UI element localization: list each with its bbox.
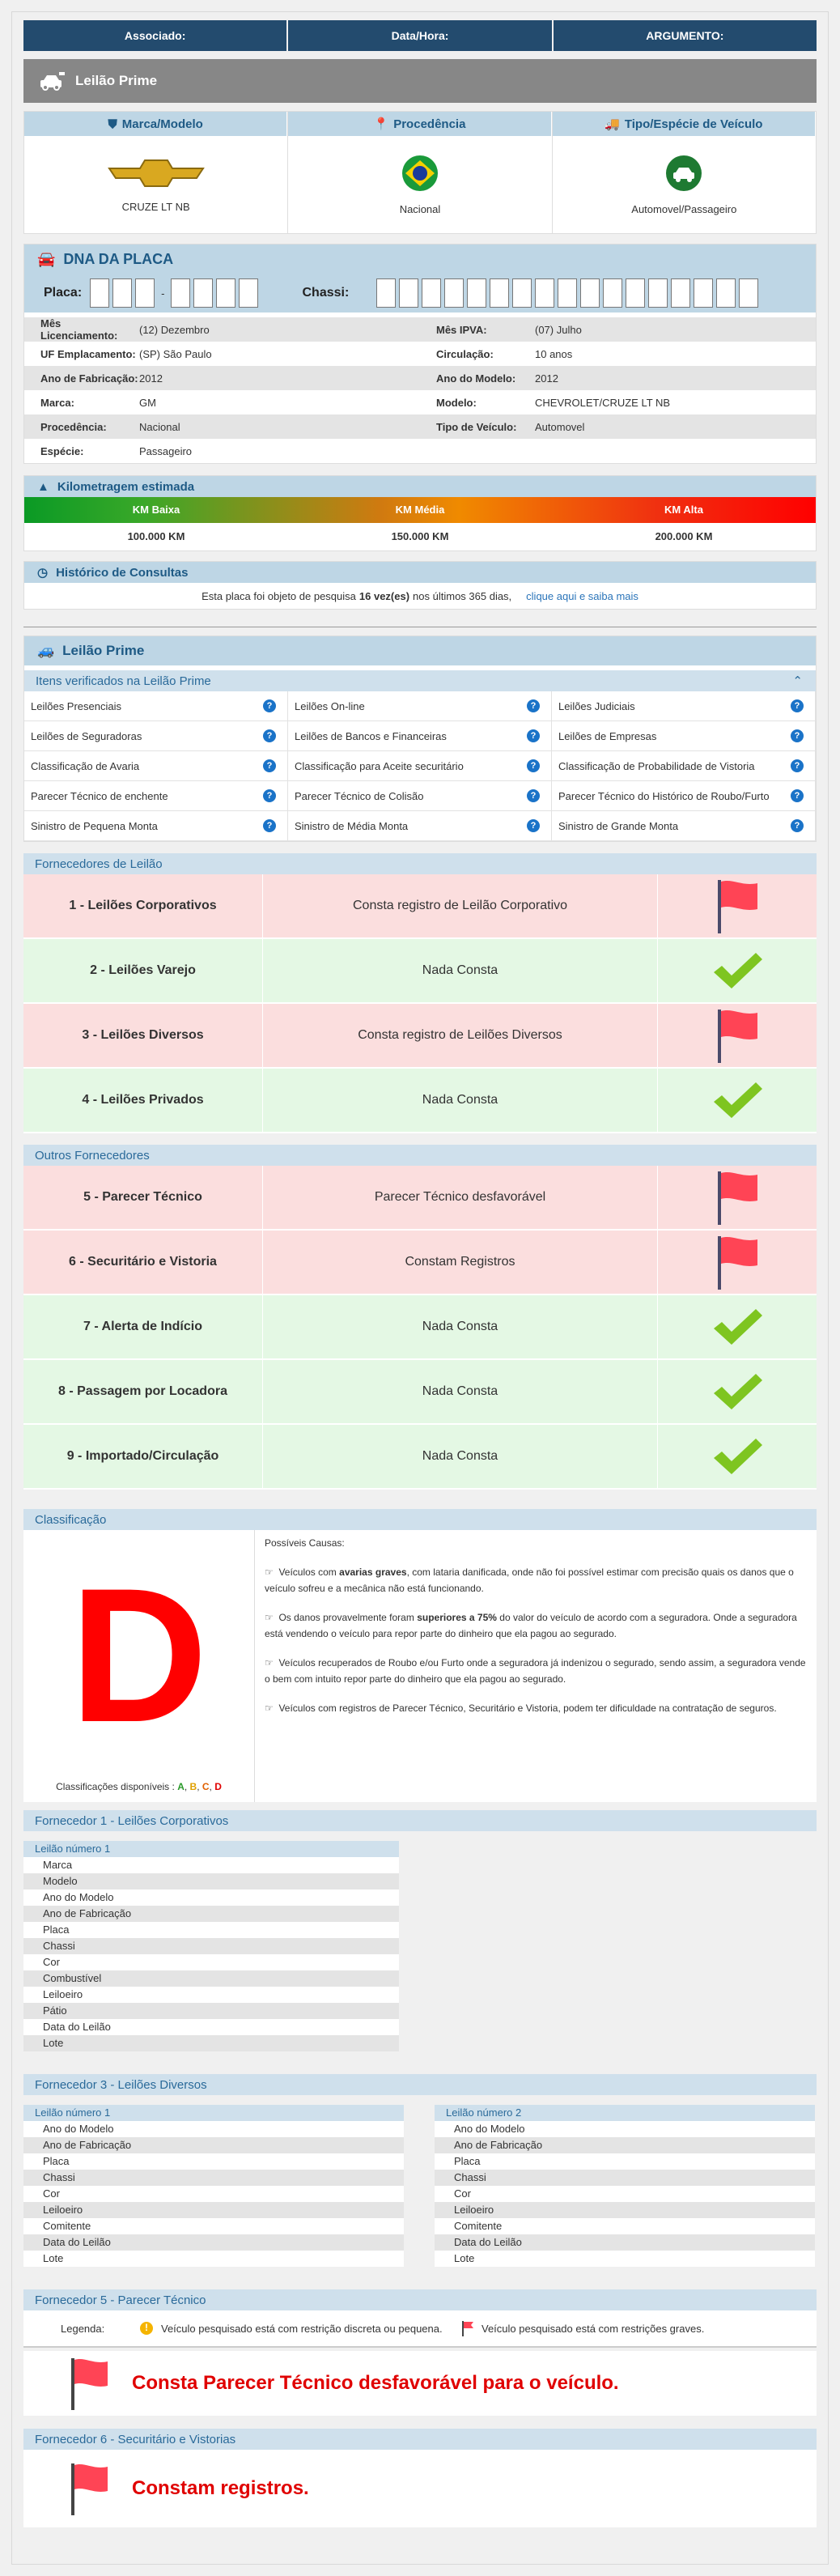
list-item: Chassi — [23, 1938, 399, 1954]
km-header: ▲ Kilometragem estimada — [24, 476, 816, 497]
list-item: Ano do Modelo — [23, 1889, 399, 1906]
model-value: CRUZE LT NB — [121, 200, 190, 213]
list-item: Data do Leilão — [435, 2234, 815, 2251]
f5-message: Consta Parecer Técnico desfavorável para o veículo. — [23, 2351, 817, 2416]
provider-row — [23, 874, 817, 939]
provider-name: 7 - Alerta de Indício — [23, 1295, 263, 1358]
car-icon: 🚙 — [37, 643, 55, 658]
check-icon — [711, 1371, 764, 1413]
list-item: Ano de Fabricação — [23, 2137, 404, 2153]
provider-row — [23, 1004, 817, 1069]
help-icon[interactable]: ? — [791, 789, 804, 802]
outros-header: Outros Fornecedores — [23, 1145, 817, 1166]
list-item: Cor — [23, 2186, 404, 2202]
list-item: Placa — [435, 2153, 815, 2170]
history-header: ◷ Histórico de Consultas — [24, 562, 816, 583]
provider-row — [23, 939, 817, 1004]
dna-section — [23, 244, 817, 464]
provider-row — [23, 1069, 817, 1133]
provider-row — [23, 1231, 817, 1295]
f5-header: Fornecedor 5 - Parecer Técnico — [23, 2289, 817, 2310]
marca-modelo-header: ⛊ Marca/Modelo — [24, 112, 287, 136]
f1-header: Fornecedor 1 - Leilões Corporativos — [23, 1810, 817, 1831]
list-item: Modelo — [23, 1873, 399, 1889]
list-item: Leiloeiro — [23, 1987, 399, 2003]
placa-label: Placa: — [44, 286, 83, 300]
leilao-prime-header — [23, 59, 817, 103]
dna-info: Mês Licenciamento: (12) Dezembro Mês IPVA: (07) Julho UF Emplacamento: (SP) São Paulo Circulação: 10 anos Ano de Fabricação: 2012 Ano do Modelo: 2012 Marca: GM Modelo: CHEVROLET/CRUZE LT NB Procedência: Nacional Tipo de Veículo: Automovel Espécie: Passageiro — [24, 317, 816, 463]
provider-name: 5 - Parecer Técnico — [23, 1166, 263, 1229]
pointer-icon: ☞ — [265, 1657, 274, 1668]
f3-header: Fornecedor 3 - Leilões Diversos — [23, 2074, 817, 2095]
fornecedores-list — [23, 874, 817, 1133]
classificacao-box — [23, 1530, 817, 1802]
help-icon[interactable]: ? — [263, 789, 276, 802]
provider-row — [23, 1166, 817, 1231]
red-flag-icon — [715, 1235, 759, 1290]
items-grid: Leilões Presenciais ? Leilões On-line ? Leilões Judiciais ? Leilões de Seguradoras ? Leilões de Bancos e Financeiras ? Leilões de Empresas ? Classificação de Avaria ? Classificação para Aceite securitário ? Classificação de Probabilidade de Vistoria ? Parecer Técnico de enchente ? Parecer Técnico de Colisão ? Parecer Técnico do Histórico de Roubo/Furto ? Sinistro de Pequena Monta ? Sinistro de Média Monta ? Sinistro de Grande Monta ? — [24, 691, 816, 841]
classificacao-header: Classificação — [23, 1509, 817, 1530]
provider-row — [23, 1425, 817, 1490]
f1-list: Leilão número 1 Marca Modelo Ano do Modelo Ano de Fabricação Placa Chassi Cor Combustível Leiloeiro Pátio Data do Leilão Lote — [23, 1841, 399, 2051]
red-flag-icon — [715, 878, 759, 933]
chevrolet-logo-icon — [108, 157, 205, 189]
f3-lists: Leilão número 1 Ano do Modelo Ano de Fabricação Placa Chassi Cor Leiloeiro Comitente Data do Leilão Lote Leilão número 2 Ano do Modelo Ano de Fabricação Placa Chassi Cor Leiloeiro Comitente Data do Leilão Lote — [23, 2105, 817, 2267]
leilao-prime-title: Leilão Prime — [75, 73, 158, 88]
help-icon[interactable]: ? — [263, 759, 276, 772]
datahora-label: Data/Hora: — [288, 20, 551, 51]
plate-icon: 🚘 — [37, 250, 56, 267]
plate-row: Placa: - Chassi: — [24, 274, 816, 312]
chevron-up-icon[interactable]: ⌃ — [792, 674, 803, 688]
argumento-label: ARGUMENTO: — [554, 20, 817, 51]
clock-icon: ◷ — [37, 566, 49, 580]
provider-name: 4 - Leilões Privados — [23, 1069, 263, 1132]
tipo-value: Automovel/Passageiro — [631, 202, 737, 215]
vehicle-summary — [23, 111, 817, 234]
help-icon[interactable]: ? — [263, 819, 276, 832]
list-item: Lote — [23, 2035, 399, 2051]
car-type-icon — [665, 155, 702, 192]
brazil-flag-icon — [401, 155, 439, 192]
red-flag-icon — [715, 1170, 759, 1225]
report-container — [11, 11, 829, 2565]
fornecedores-header: Fornecedores de Leilão — [23, 853, 817, 874]
outros-list — [23, 1166, 817, 1490]
car-auction-icon — [38, 70, 66, 91]
provider-name: 1 - Leilões Corporativos — [23, 874, 263, 937]
help-icon[interactable]: ? — [791, 729, 804, 742]
km-section — [23, 475, 817, 551]
pointer-icon: ☞ — [265, 1612, 274, 1623]
provider-row — [23, 1360, 817, 1425]
provider-status: Nada Consta — [263, 1069, 658, 1132]
prime-section — [23, 635, 817, 842]
provider-status: Nada Consta — [263, 1360, 658, 1423]
help-icon[interactable]: ? — [263, 699, 276, 712]
causes: Possíveis Causas: ☞ Veículos com avarias graves, com lataria danificada, onde não foi possível estimar com precisão quais os danos que o veículo sofreu e a mecânica não está funcionando. ☞ Os danos provavelmente foram superiores a 75% do valor do veículo de acordo com a seguradora. Onde a seguradora está vendendo o veículo para repor parte do dinheiro que ela pagou ao segurado. ☞ Veículos recuperados de Roubo e/ou Furto onde a seguradora já indenizou o segurado, sendo assim, a seguradora vende o bem com intuito repor parte do dinheiro que ela pagou ao segurado. ☞ Veículos com registros de Parecer Técnico, Securitário e Vistoria, podem ter dificuldade na contratação de seguros. — [265, 1537, 806, 1714]
list-item: Lote — [23, 2251, 404, 2267]
list-item: Chassi — [23, 2170, 404, 2186]
road-icon: ▲ — [37, 479, 49, 494]
help-icon[interactable]: ? — [791, 759, 804, 772]
procedencia-header: 📍 Procedência — [288, 112, 551, 136]
help-icon[interactable]: ? — [527, 729, 540, 742]
help-icon[interactable]: ? — [791, 819, 804, 832]
provider-status: Parecer Técnico desfavorável — [263, 1166, 658, 1229]
red-flag-icon — [715, 1008, 759, 1063]
f6-message: Constam registros. — [23, 2450, 817, 2527]
available-grades: Classificações disponíveis : A, B, C, D — [56, 1781, 222, 1792]
list-item: Leiloeiro — [435, 2202, 815, 2218]
list-item: Data do Leilão — [23, 2234, 404, 2251]
list-item: Marca — [23, 1857, 399, 1873]
history-section: ◷ Histórico de Consultas Esta placa foi objeto de pesquisa 16 vez(es) nos últimos 365 dias, clique aqui e saiba mais — [23, 561, 817, 610]
check-icon — [711, 950, 764, 992]
help-icon[interactable]: ? — [527, 819, 540, 832]
provider-name: 2 - Leilões Varejo — [23, 939, 263, 1002]
prime-header: 🚙 Leilão Prime — [24, 636, 816, 665]
red-flag-icon — [69, 2462, 109, 2515]
items-header[interactable]: Itens verificados na Leilão Prime ⌃ — [24, 670, 816, 691]
location-pin-icon: 📍 — [373, 117, 389, 131]
saiba-mais-link[interactable]: clique aqui e saiba mais — [526, 589, 638, 602]
list-item: Cor — [23, 1954, 399, 1970]
associado-label: Associado: — [23, 20, 286, 51]
provider-status: Nada Consta — [263, 1425, 658, 1488]
provider-row — [23, 1295, 817, 1360]
red-flag-icon — [69, 2357, 109, 2410]
provider-status: Consta registro de Leilão Corporativo — [263, 874, 658, 937]
km-values: 100.000 KM 150.000 KM 200.000 KM — [24, 523, 816, 550]
list-item: Placa — [23, 2153, 404, 2170]
list-item: Combustível — [23, 1970, 399, 1987]
list-item: Ano de Fabricação — [435, 2137, 815, 2153]
truck-icon: 🚚 — [605, 117, 620, 131]
list-item: Chassi — [435, 2170, 815, 2186]
list-item: Ano de Fabricação — [23, 1906, 399, 1922]
help-icon[interactable]: ? — [527, 789, 540, 802]
red-flag-icon — [460, 2320, 475, 2336]
list-item: Placa — [23, 1922, 399, 1938]
warning-icon: ! — [140, 2322, 153, 2335]
help-icon[interactable]: ? — [791, 699, 804, 712]
check-icon — [711, 1079, 764, 1121]
help-icon[interactable]: ? — [527, 759, 540, 772]
shield-icon: ⛊ — [108, 117, 117, 131]
list-item: Comitente — [23, 2218, 404, 2234]
list-item: Ano do Modelo — [435, 2121, 815, 2137]
provider-name: 3 - Leilões Diversos — [23, 1004, 263, 1067]
chassi-label: Chassi: — [302, 286, 350, 300]
legend: Legenda: ! Veículo pesquisado está com restrição discreta ou pequena. Veículo pesquisado está com restrições graves. — [23, 2310, 817, 2348]
top-bar — [23, 20, 817, 51]
list-item: Leiloeiro — [23, 2202, 404, 2218]
list-item: Pátio — [23, 2003, 399, 2019]
provider-status: Consta registro de Leilões Diversos — [263, 1004, 658, 1067]
check-icon — [711, 1435, 764, 1477]
f6-header: Fornecedor 6 - Securitário e Vistorias — [23, 2429, 817, 2450]
provider-name: 9 - Importado/Circulação — [23, 1425, 263, 1488]
provider-name: 8 - Passagem por Locadora — [23, 1360, 263, 1423]
list-item: Ano do Modelo — [23, 2121, 404, 2137]
tipo-header: 🚚 Tipo/Espécie de Veículo — [553, 112, 816, 136]
list-item: Comitente — [435, 2218, 815, 2234]
help-icon[interactable]: ? — [527, 699, 540, 712]
pointer-icon: ☞ — [265, 1702, 274, 1714]
help-icon[interactable]: ? — [263, 729, 276, 742]
provider-status: Nada Consta — [263, 939, 658, 1002]
dna-header: 🚘 DNA DA PLACA — [24, 244, 816, 274]
provider-status: Nada Consta — [263, 1295, 658, 1358]
provider-status: Constam Registros — [263, 1231, 658, 1294]
check-icon — [711, 1306, 764, 1348]
km-bar: KM Baixa KM Média KM Alta — [24, 497, 816, 523]
pointer-icon: ☞ — [265, 1566, 274, 1578]
procedencia-value: Nacional — [399, 202, 441, 215]
provider-name: 6 - Securitário e Vistoria — [23, 1231, 263, 1294]
grade-letter: D — [70, 1549, 208, 1762]
list-item: Cor — [435, 2186, 815, 2202]
list-item: Lote — [435, 2251, 815, 2267]
list-item: Data do Leilão — [23, 2019, 399, 2035]
